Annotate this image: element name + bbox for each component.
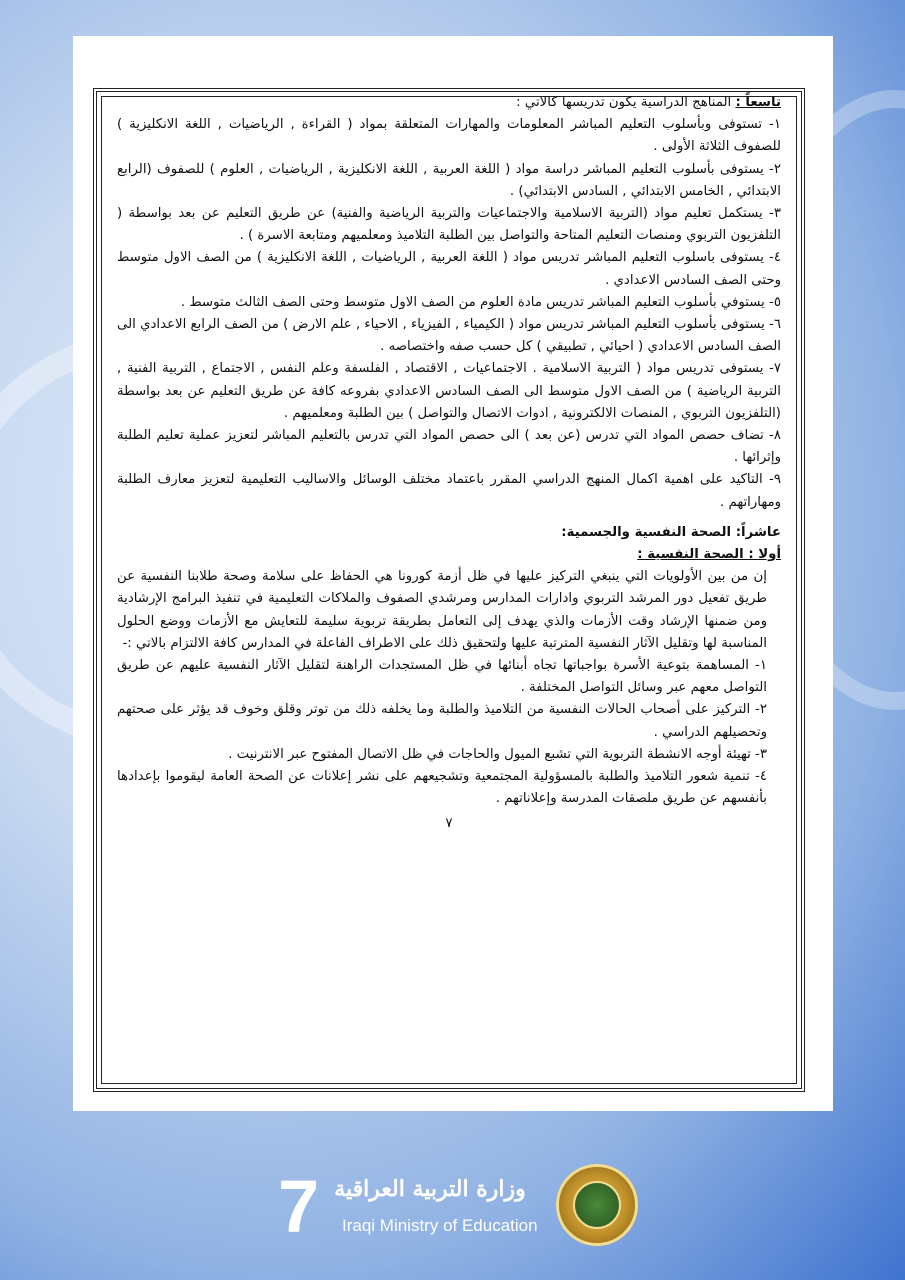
section9-intro xyxy=(117,92,781,114)
section9-heading: تاسعاً : xyxy=(735,95,781,110)
section9-item-9: ٩- التاكيد على اهمية اكمال المنهج الدراسي المقرر باعتماد مختلف الوسائل والاساليب التعليمية لتعزيز معارف الطلبة ومهاراتهم . xyxy=(117,472,781,510)
footer xyxy=(0,1150,905,1280)
section10-heading: عاشراً: الصحة النفسية والجسمية: xyxy=(561,524,781,540)
section10-subheading: أولا : الصحة النفسية : xyxy=(637,547,781,563)
page-number-arabic: ٧ xyxy=(445,815,453,831)
footer-page-number: 7 xyxy=(278,1165,320,1248)
section9-item-6: ٦- يستوفى بأسلوب التعليم المباشر تدريس مواد ( الكيمياء , الفيزياء , الاحياء , علم الارض ) من الصف الرابع الاعدادي الى الصف السادس الاعدادي ( احيائي , تطبيقي ) كل حسب صفه واختصاصه . xyxy=(117,317,781,355)
section10-item-2: ٢- التركيز على أصحاب الحالات النفسية من التلاميذ والطلبة وما يخلفه ذلك من توتر وقلق وخوف قد يؤثر على صحتهم وتحصيلهم الدراسي . xyxy=(117,702,767,740)
section9-item-1: ١- تستوفى وبأسلوب التعليم المباشر المعلومات والمهارات المتعلقة بمواد ( القراءة , الرياضيات , اللغة الانكليزية ) للصفوف الثلاثة الأولى . xyxy=(117,117,781,155)
section9-item-5: ٥- يستوفي بأسلوب التعليم المباشر تدريس مادة العلوم من الصف الاول متوسط وحتى الصف الثالث متوسط . xyxy=(180,294,781,310)
section9-item-3: ٣- يستكمل تعليم مواد (التربية الاسلامية والاجتماعيات والتربية الرياضية والفنية) عن طريق التعليم عن بعد بواسطة ( التلفزيون التربوي ومنصات التعليم المتاحة والتواصل بين الطلبة التلاميذ ومعلميهم ومتابعة الاسرة ) . xyxy=(117,206,781,244)
document-page xyxy=(73,36,833,1111)
section9-item-4: ٤- يستوفى باسلوب التعليم المباشر تدريس مواد ( اللغة العربية , الرياضيات , اللغة الانكليزية ) من الصف الاول متوسط وحتى الصف السادس الاعدادي . xyxy=(117,250,781,288)
section10-item-1: ١- المساهمة بتوعية الأسرة بواجباتها تجاه أبنائها في ظل المستجدات الراهنة لتقليل الآثار النفسية عليهم عن طريق التواصل معهم عبر وسائل التواصل المختلفة . xyxy=(117,658,767,696)
section9-item-7: ٧- يستوفى تدريس مواد ( التربية الاسلامية . الاجتماعيات , الاقتصاد , الفلسفة وعلم النفس , الاجتماع , التربية الفنية , التربية الرياضية ) من الصف الاول متوسط الى الصف السادس الاعدادي بفروعه كافة عن طريق التعليم عن بعد بواسطة (التلفزيون التربوي , المنصات الالكترونية , ادوات الاتصال والتواصل ) بين الطلبة ومعلميهم . xyxy=(117,361,781,421)
section9-item-8: ٨- تضاف حصص المواد التي تدرس (عن بعد ) الى حصص المواد التي تدرس بالتعليم المباشر لتعزيز عملية تعليم الطلبة وإثرائها . xyxy=(117,428,781,466)
section10-item-3: ٣- تهيئة أوجه الانشطة التربوية التي تشبع الميول والحاجات في ظل الاتصال المفتوح عبر الانترنيت . xyxy=(228,746,767,762)
ministry-emblem-icon xyxy=(556,1164,638,1246)
document-body xyxy=(117,92,781,835)
section9-item-2: ٢- يستوفى بأسلوب التعليم المباشر دراسة مواد ( اللغة العربية , اللغة الانكليزية , الرياضيات , العلوم ) للصفوف (الرابع الابتدائي , الخامس الابتدائي , السادس الابتدائي) . xyxy=(117,161,781,199)
section10-paragraph: إن من بين الأولويات التي ينبغي التركيز عليها في ظل أزمة كورونا هي الحفاظ على سلامة وصحة طلابنا النفسية عن طريق تفعيل دور المرشد التربوي وادارات المدارس ومرشدي الصفوف والملاكات التعليمية في تنفيذ البرامج الإرشادية ومن ضمنها الإرشاد وقت الأزمات والذي يهدف إلى التعامل بطريقة تربوية سليمة للتعايش مع الأزمات ووضع الحلول المناسبة لها وتقليل الآثار النفسية المترتبة عليها ولتحقيق ذلك على الاطراف الفاعلة في المدارس كافة الالتزام بالاتي :- xyxy=(117,569,767,651)
section10-item-4: ٤- تنمية شعور التلاميذ والطلبة بالمسؤولية المجتمعية وتشجيعهم على نشر إعلانات عن الصحة العامة ليقوموا بإعدادها بأنفسهم عن طريق ملصقات المدرسة وإعلاناتهم . xyxy=(117,769,767,807)
section9-intro-text: المناهج الدراسية يكون تدريسها كالاتي : xyxy=(516,95,736,110)
ministry-name-english: Iraqi Ministry of Education xyxy=(342,1216,538,1235)
ministry-name-arabic: وزارة التربية العراقية xyxy=(334,1176,526,1202)
